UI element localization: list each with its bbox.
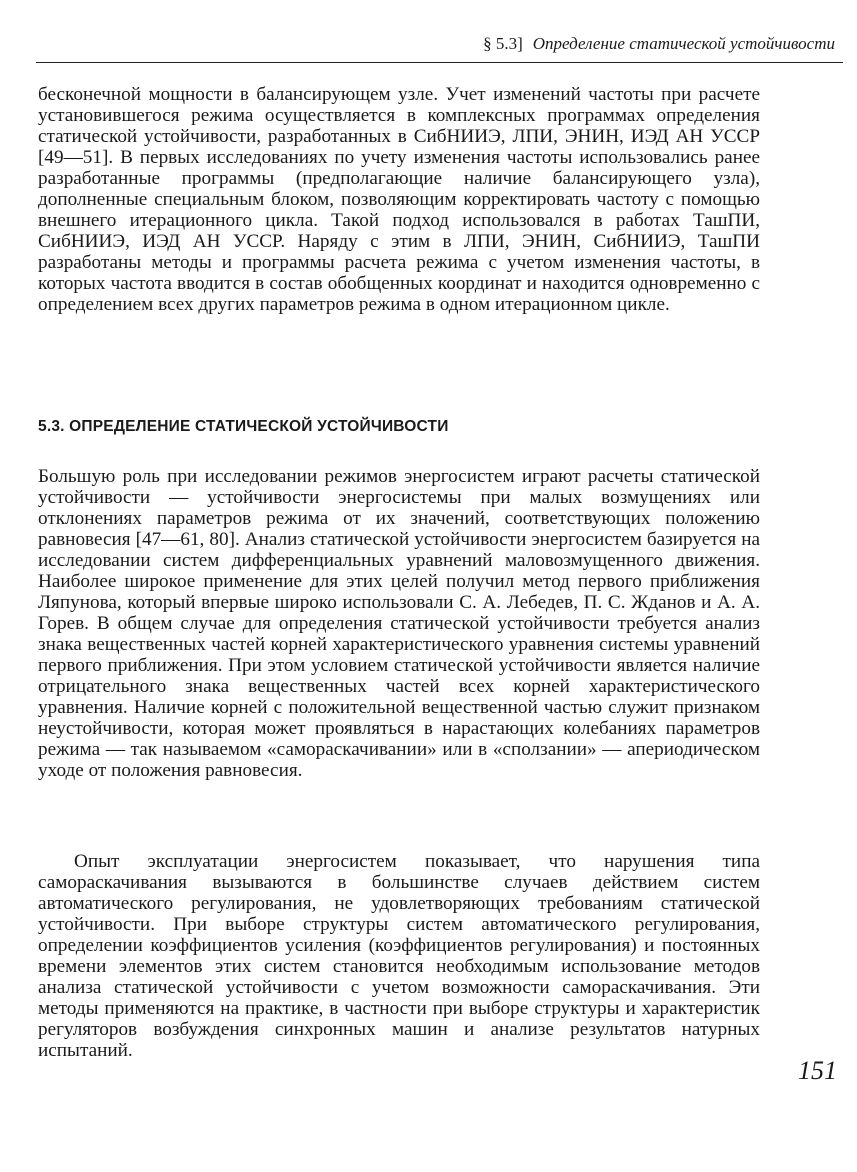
paragraph-intro: Большую роль при исследовании режимов энергосистем играют расчеты статической устойчивости — устойчивости энергосистемы при малых возмущениях или отклонениях параметров режима от их значений, соответствующих положению равновесия [47—61, 80]. Анализ статической устойчивости энергосистем базируется на исследовании систем дифференциальных уравнений маловозмущенного движения. Наиболее широкое применение для этих целей получил метод первого приближения Ляпунова, который впервые широко использовали С. А. Лебедев, П. С. Жданов и А. А. Горев. В общем случае для определения статической устойчивости требуется анализ знака вещественных частей корней характеристического уравнения системы уравнений первого приближения. При этом условием статической устойчивости является наличие отрицательного знака вещественных частей всех корней характеристического уравнения. Наличие корней с положительной вещественной частью служит признаком неустойчивости, которая может проявляться в нарастающих колебаниях параметров режима — так называемом «самораскачивании» или в «сползании» — апериодическом уходе от положения равновесия.: [38, 466, 760, 781]
running-head-section-title: Определение статической устойчивости: [532, 34, 835, 53]
section-heading: 5.3. ОПРЕДЕЛЕНИЕ СТАТИЧЕСКОЙ УСТОЙЧИВОСТИ: [38, 418, 449, 435]
paragraph-continuation: бесконечной мощности в балансирующем узле. Учет изменений частоты при расчете установившегося режима осуществляется в комплексных программах определения статической устойчивости, разработанных в СибНИИЭ, ЛПИ, ЭНИН, ИЭД АН УССР [49—51]. В первых исследованиях по учету изменения частоты использовались ранее разработанные программы (предполагающие наличие балансирующего узла), дополненные специальным блоком, позволяющим корректировать частоту с помощью внешнего итерационного цикла. Такой подход использовался в работах ТашПИ, СибНИИЭ, ИЭД АН УССР. Наряду с этим в ЛПИ, ЭНИН, СибНИИЭ, ТашПИ разработаны методы и программы расчета режима с учетом изменения частоты, в которых частота вводится в состав обобщенных координат и находится одновременно с определением всех других параметров режима в одном итерационном цикле.: [38, 84, 760, 315]
running-head-section-number: § 5.3]: [483, 34, 523, 53]
running-head: [483, 34, 835, 54]
header-rule: [36, 62, 843, 63]
paragraph-experience: Опыт эксплуатации энергосистем показывает, что нарушения типа самораскачивания вызываются в большинстве случаев действием систем автоматического регулирования, не удовлетворяющих требованиям статической устойчивости. При выборе структуры систем автоматического регулирования, определении коэффициентов усиления (коэффициентов регулирования) и постоянных времени элементов этих систем становится необходимым использование методов анализа статической устойчивости с учетом возможности самораскачивания. Эти методы применяются на практике, в частности при выборе структуры и характеристик регуляторов возбуждения синхронных машин и анализе результатов натурных испытаний.: [38, 851, 760, 1061]
page-number: 151: [798, 1056, 837, 1085]
